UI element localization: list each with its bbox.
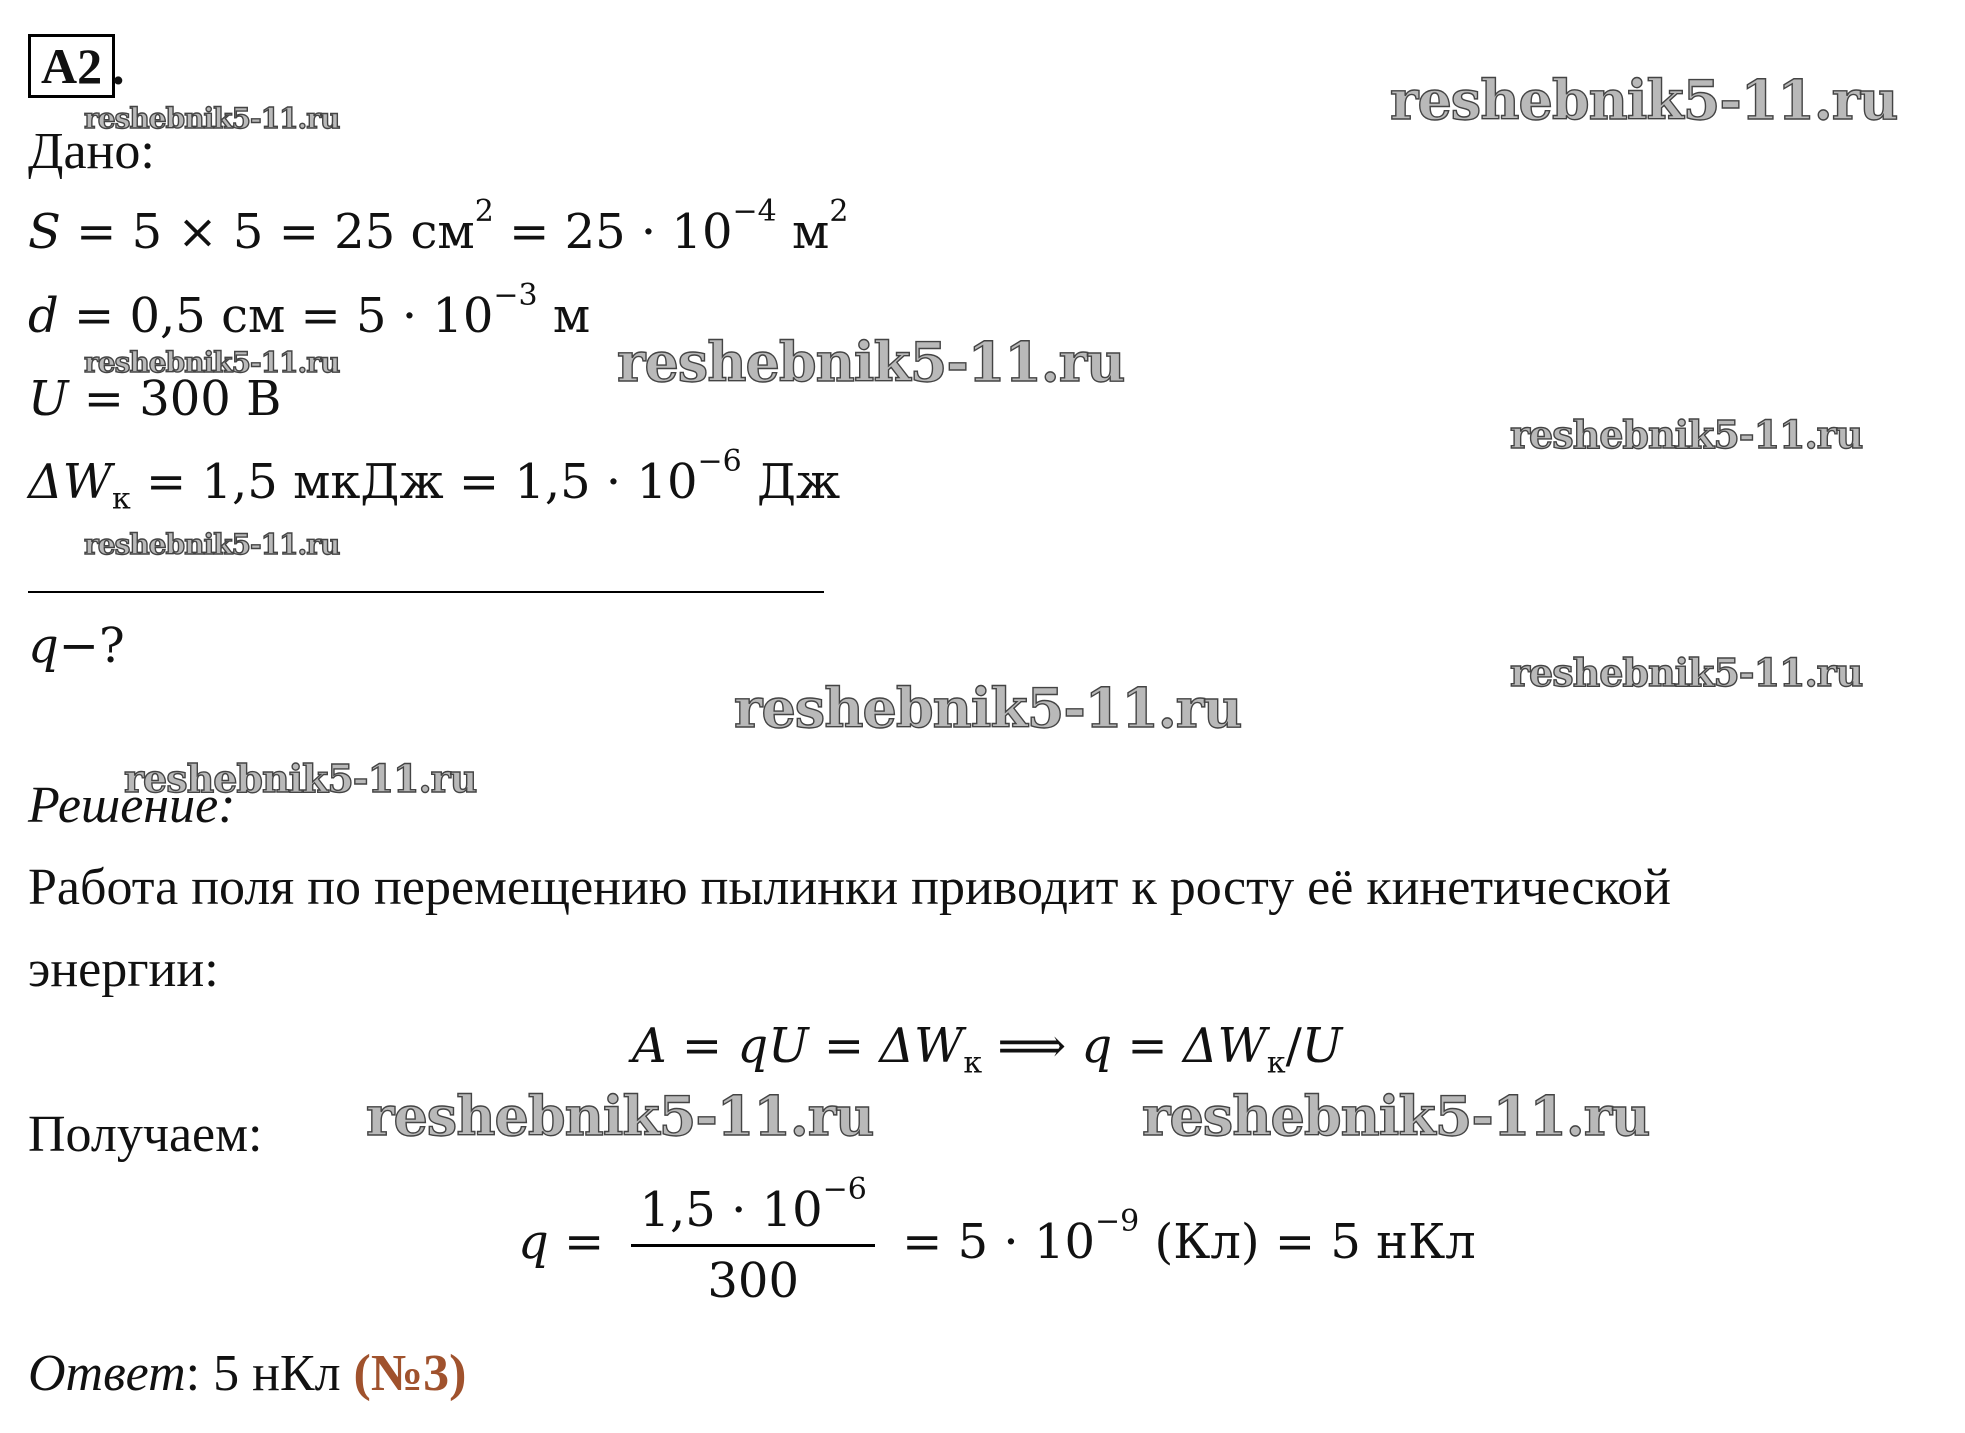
calc-eq: = xyxy=(548,1214,620,1270)
watermark: reshebnik5-11.ru xyxy=(617,330,1125,394)
solution-paragraph-line2: энергии: xyxy=(28,941,219,998)
formula-sub2: к xyxy=(1266,1045,1286,1081)
charge-calculation xyxy=(518,1172,1476,1309)
var-q: q xyxy=(28,618,59,674)
formula-eq1: = xyxy=(666,1018,738,1074)
formula-eq2: = xyxy=(808,1018,880,1074)
calc-rhs-sup: −9 xyxy=(1095,1204,1140,1239)
fraction-denominator: 300 xyxy=(707,1253,799,1309)
watermark: reshebnik5-11.ru xyxy=(1390,68,1898,132)
var-dw: ΔW xyxy=(28,454,112,510)
find-line xyxy=(28,618,125,674)
given-heading: Дано: xyxy=(28,123,155,180)
energy-unit: Дж xyxy=(741,454,841,510)
distance-sup: −3 xyxy=(493,278,538,313)
solution-paragraph-line1: Работа поля по перемещению пылинки приводит к росту её кинетической xyxy=(28,859,1671,916)
formula-slash: / xyxy=(1285,1018,1302,1074)
calc-tail: (Кл) = 5 нКл xyxy=(1139,1214,1476,1270)
watermark: reshebnik5-11.ru xyxy=(84,528,340,561)
numerator-value: 1,5 · 10 xyxy=(639,1182,823,1238)
area-sup1: 2 xyxy=(474,194,494,229)
formula-a: A xyxy=(632,1018,667,1074)
energy-sup: −6 xyxy=(697,444,742,479)
watermark: reshebnik5-11.ru xyxy=(366,1084,874,1148)
area-unit: м xyxy=(776,204,830,260)
watermark: reshebnik5-11.ru xyxy=(734,676,1242,740)
var-d: d xyxy=(28,288,59,344)
area-expr: = 5 × 5 = 25 см xyxy=(60,204,475,260)
watermark: reshebnik5-11.ru xyxy=(84,102,340,135)
watermark: reshebnik5-11.ru xyxy=(1510,650,1863,695)
watermark: reshebnik5-11.ru xyxy=(1142,1084,1650,1148)
formula-dw2: ΔW xyxy=(1182,1018,1267,1074)
formula-dw: ΔW xyxy=(879,1018,964,1074)
energy-expr: = 1,5 мкДж = 1,5 · 10 xyxy=(130,454,698,510)
area-sup2: −4 xyxy=(732,194,777,229)
distance-expr: = 0,5 см = 5 · 10 xyxy=(58,288,494,344)
distance-unit: м xyxy=(537,288,591,344)
energy-sub: к xyxy=(112,481,131,517)
formula-u: U xyxy=(768,1018,809,1074)
task-label: A2 xyxy=(28,34,115,98)
given-voltage-line xyxy=(28,371,282,427)
answer-label: Ответ xyxy=(28,1345,186,1402)
given-energy-line xyxy=(28,444,841,517)
var-u: U xyxy=(28,371,69,427)
result-label: Получаем: xyxy=(28,1106,263,1163)
area-mid: = 25 · 10 xyxy=(493,204,733,260)
voltage-expr: = 300 В xyxy=(68,371,282,427)
answer-reference: (№3) xyxy=(353,1345,467,1402)
formula-eq3: = xyxy=(1112,1018,1183,1074)
calc-rhs: = 5 · 10 xyxy=(886,1214,1096,1270)
find-question: −? xyxy=(58,618,125,674)
given-area-line xyxy=(28,194,849,260)
answer-line xyxy=(28,1344,466,1403)
watermark: reshebnik5-11.ru xyxy=(1510,412,1863,457)
answer-value: : 5 нКл xyxy=(185,1345,354,1402)
numerator-sup: −6 xyxy=(822,1172,867,1207)
work-formula xyxy=(632,1018,1343,1081)
area-sup3: 2 xyxy=(829,194,849,229)
formula-q2: q xyxy=(1081,1018,1113,1074)
charge-fraction xyxy=(631,1172,874,1309)
formula-sub: к xyxy=(963,1045,983,1081)
var-s: S xyxy=(28,204,61,260)
fraction-numerator xyxy=(631,1172,874,1247)
formula-u2: U xyxy=(1301,1018,1343,1074)
calc-q: q xyxy=(518,1214,549,1270)
given-divider xyxy=(28,591,824,593)
task-label-dot: . xyxy=(112,39,125,95)
solution-heading: Решение: xyxy=(28,777,236,834)
formula-q: q xyxy=(737,1018,769,1074)
given-distance-line xyxy=(28,278,591,344)
formula-implies: ⟹ xyxy=(982,1018,1082,1074)
watermark: reshebnik5-11.ru xyxy=(84,346,340,379)
watermark: reshebnik5-11.ru xyxy=(124,756,477,801)
